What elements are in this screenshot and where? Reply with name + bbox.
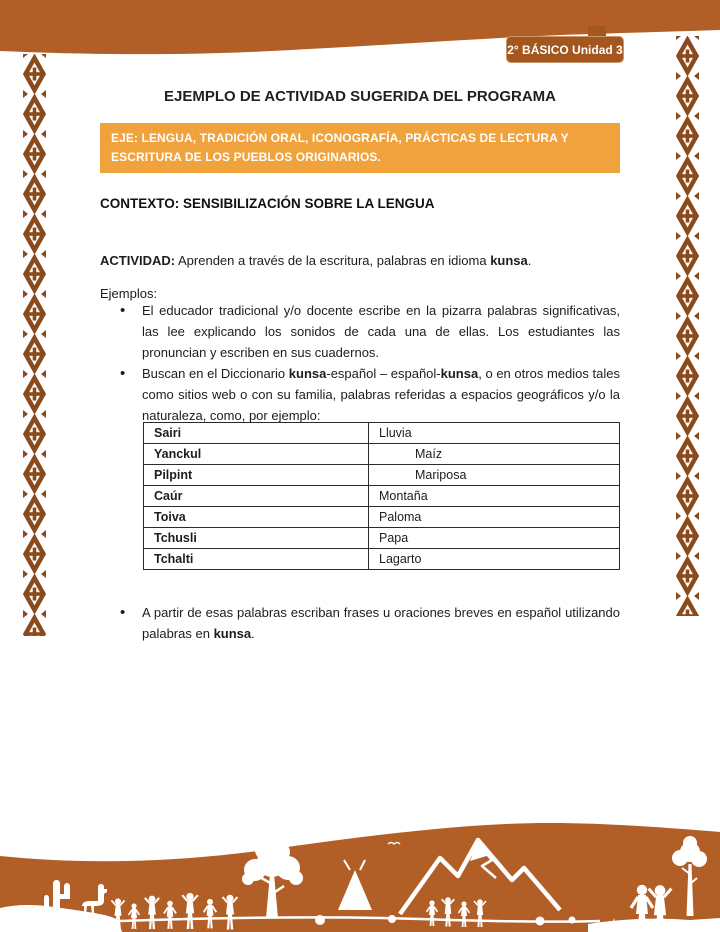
ejemplo-bullet-1: • El educador tradicional y/o docente escribe en la pizarra palabras significativas, las lee explicando los sonidos de cada una de ellas. Los estudiantes las pronuncian y escriben en sus cuadernos. [100,300,620,363]
eje-banner [100,123,620,173]
bottom-landscape [0,818,720,932]
table-row [144,549,620,570]
left-border-pattern [22,54,47,636]
spanish-word-cell: Lluvia [369,423,620,444]
spanish-word-cell: Mariposa [369,465,620,486]
kunsa-word-cell: Caúr [144,486,369,507]
cactus-small-icon [44,895,49,914]
kunsa-word-cell: Pilpint [144,465,369,486]
kunsa-word-cell: Sairi [144,423,369,444]
kunsa-word-cell: Yanckul [144,444,369,465]
vocabulary-table [143,422,620,570]
final-bullet-list [100,602,620,644]
ejemplos-list [100,300,620,426]
ejemplo-bullet-2: • Buscan en el Diccionario kunsa-español – español-kunsa, o en otros medios tales como sitios web o con su familia, palabras referidas a espacios geográficos y/o la naturaleza, como, por ejemplo: [100,363,620,426]
kunsa-word-cell: Tchalti [144,549,369,570]
spanish-word-cell: Lagarto [369,549,620,570]
table-row [144,444,620,465]
table-row [144,528,620,549]
contexto-heading: CONTEXTO: SENSIBILIZACIÓN SOBRE LA LENGUA [100,196,435,211]
table-row [144,423,620,444]
spanish-word-cell: Montaña [369,486,620,507]
eje-banner-text: EJE: LENGUA, TRADICIÓN ORAL, ICONOGRAFÍA, PRÁCTICAS DE LECTURA Y ESCRITURA DE LOS PUEBLOS ORIGINARIOS. [111,131,569,165]
right-border-pattern [675,36,700,616]
table-row [144,465,620,486]
spanish-word-cell: Papa [369,528,620,549]
hill-band [0,823,720,932]
bird-icon [168,851,180,853]
table-row [144,507,620,528]
bird-icon [366,830,380,832]
spanish-word-cell: Maíz [369,444,620,465]
final-bullet: • A partir de esas palabras escriban frases u oraciones breves en español utilizando palabras en kunsa. [100,602,620,644]
page-title: EJEMPLO DE ACTIVIDAD SUGERIDA DEL PROGRAMA [164,88,556,105]
kunsa-word-cell: Toiva [144,507,369,528]
actividad-paragraph: ACTIVIDAD: Aprenden a través de la escritura, palabras en idioma kunsa. [100,253,532,268]
kunsa-word-cell: Tchusli [144,528,369,549]
unit-badge [506,36,624,63]
unit-badge-label: 2° BÁSICO Unidad 3 [507,42,623,57]
vocabulary-table-body [144,423,620,570]
table-row [144,486,620,507]
spanish-word-cell: Paloma [369,507,620,528]
ejemplos-heading: Ejemplos: [100,286,158,301]
